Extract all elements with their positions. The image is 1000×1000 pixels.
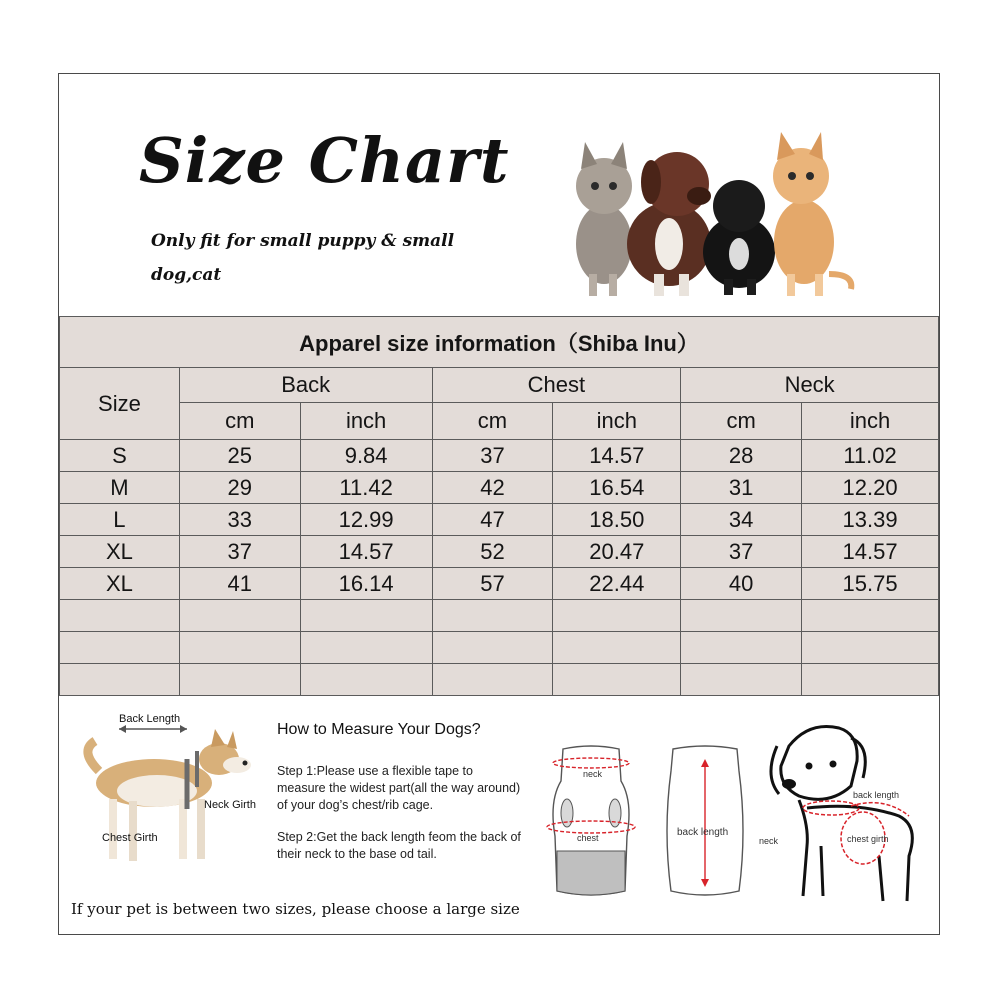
table-cell: 25 bbox=[179, 440, 300, 472]
size-table-wrapper bbox=[59, 316, 939, 696]
table-cell: M bbox=[60, 472, 180, 504]
table-cell: 14.57 bbox=[802, 536, 939, 568]
garment-chest-label: chest bbox=[577, 833, 599, 843]
table-cell: 40 bbox=[681, 568, 802, 600]
dog-measure-photo bbox=[69, 711, 269, 881]
table-cell: 29 bbox=[179, 472, 300, 504]
garment-chest-neck-diagram bbox=[541, 741, 641, 901]
garment-back-length-diagram bbox=[655, 741, 755, 901]
drawing-back-length-label: back length bbox=[853, 790, 900, 800]
table-cell: 22.44 bbox=[553, 568, 681, 600]
table-cell: 34 bbox=[681, 504, 802, 536]
table-row bbox=[60, 440, 939, 472]
table-cell: 37 bbox=[432, 440, 553, 472]
chest-girth-label: Chest Girth bbox=[102, 832, 158, 844]
dog-line-drawing bbox=[759, 716, 929, 916]
table-cell: 33 bbox=[179, 504, 300, 536]
brown-puppy-image bbox=[627, 152, 711, 296]
table-cell: 57 bbox=[432, 568, 553, 600]
empty-row bbox=[60, 664, 939, 696]
pets-photo bbox=[559, 124, 859, 299]
table-cell: 20.47 bbox=[553, 536, 681, 568]
table-cell: 37 bbox=[681, 536, 802, 568]
table-caption: Apparel size information（Shiba Inu） bbox=[60, 317, 939, 368]
table-row bbox=[60, 568, 939, 600]
table-row bbox=[60, 472, 939, 504]
table-cell: L bbox=[60, 504, 180, 536]
table-cell: 9.84 bbox=[300, 440, 432, 472]
table-cell: 47 bbox=[432, 504, 553, 536]
empty-row bbox=[60, 600, 939, 632]
table-cell: 11.42 bbox=[300, 472, 432, 504]
table-cell: XL bbox=[60, 536, 180, 568]
back-length-label: Back Length bbox=[119, 713, 181, 725]
drawing-neck-label: neck bbox=[759, 836, 779, 846]
unit-header: cm bbox=[179, 403, 300, 440]
table-cell: XL bbox=[60, 568, 180, 600]
neck-group-header: Neck bbox=[681, 368, 939, 403]
table-cell: 52 bbox=[432, 536, 553, 568]
subtitle: Only fit for small puppy & small dog,cat bbox=[151, 231, 455, 285]
unit-header: cm bbox=[681, 403, 802, 440]
table-cell: 11.02 bbox=[802, 440, 939, 472]
table-cell: 16.54 bbox=[553, 472, 681, 504]
unit-header: inch bbox=[300, 403, 432, 440]
garment-back-length-label: back length bbox=[677, 827, 729, 838]
table-cell: 28 bbox=[681, 440, 802, 472]
chest-group-header: Chest bbox=[432, 368, 681, 403]
size-table bbox=[59, 316, 939, 696]
table-row bbox=[60, 536, 939, 568]
measure-step-2: Step 2:Get the back length feom the back of their neck to the base od tail. bbox=[277, 830, 521, 861]
unit-header: inch bbox=[802, 403, 939, 440]
neck-girth-label: Neck Girth bbox=[204, 799, 256, 811]
table-cell: 12.20 bbox=[802, 472, 939, 504]
table-cell: 31 bbox=[681, 472, 802, 504]
drawing-chest-girth-label: chest girth bbox=[847, 834, 889, 844]
measure-section bbox=[59, 701, 939, 934]
measure-step-1: Step 1:Please use a flexible tape to measure the widest part(all the way around) of your dog’s chest/rib cage. bbox=[277, 764, 521, 812]
table-cell: 37 bbox=[179, 536, 300, 568]
unit-header: cm bbox=[432, 403, 553, 440]
black-puppy-image bbox=[703, 180, 775, 295]
grey-kitten-image bbox=[576, 142, 632, 296]
table-cell: 41 bbox=[179, 568, 300, 600]
table-cell: 18.50 bbox=[553, 504, 681, 536]
measure-title: How to Measure Your Dogs? bbox=[277, 721, 481, 738]
table-cell: 16.14 bbox=[300, 568, 432, 600]
unit-header: inch bbox=[553, 403, 681, 440]
size-footnote: If your pet is between two sizes, please choose a large size bbox=[71, 900, 520, 918]
empty-row bbox=[60, 632, 939, 664]
table-cell: 15.75 bbox=[802, 568, 939, 600]
garment-neck-label: neck bbox=[583, 769, 603, 779]
orange-kitten-image bbox=[773, 132, 851, 296]
table-cell: S bbox=[60, 440, 180, 472]
size-chart-frame bbox=[58, 73, 940, 935]
size-column-header: Size bbox=[60, 368, 180, 440]
table-cell: 42 bbox=[432, 472, 553, 504]
page-title: Size Chart bbox=[139, 124, 510, 197]
table-cell: 13.39 bbox=[802, 504, 939, 536]
table-cell: 12.99 bbox=[300, 504, 432, 536]
back-group-header: Back bbox=[179, 368, 432, 403]
table-cell: 14.57 bbox=[553, 440, 681, 472]
table-row bbox=[60, 504, 939, 536]
table-cell: 14.57 bbox=[300, 536, 432, 568]
